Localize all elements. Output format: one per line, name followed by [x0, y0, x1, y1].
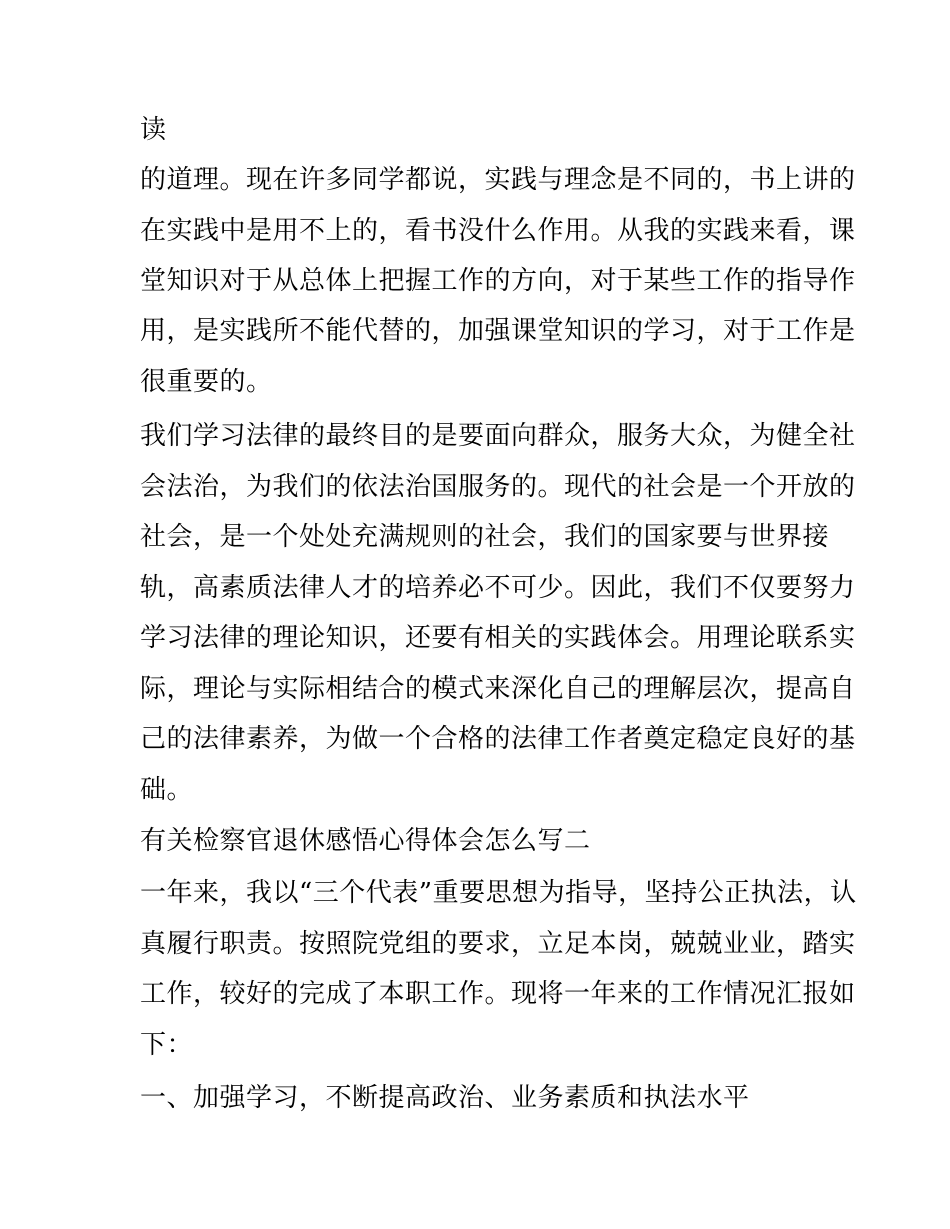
text-line: 己的法律素养，为做一个合格的法律工作者奠定稳定良好的基: [140, 724, 856, 754]
text-line: 很重要的。: [140, 367, 273, 397]
text-line: 读: [140, 115, 167, 145]
text-line: 学习法律的理论知识，还要有相关的实践体会。用理论联系实: [140, 623, 856, 653]
text-line: 在实践中是用不上的，看书没什么作用。从我的实践来看，课: [140, 216, 856, 246]
text-line: 轨，高素质法律人才的培养必不可少。因此，我们不仅要努力: [140, 573, 856, 603]
text-line: 一年来，我以“三个代表”重要思想为指导，坚持公正执法，认: [140, 878, 857, 908]
text-line: 际，理论与实际相结合的模式来深化自己的理解层次，提高自: [140, 674, 856, 704]
text-line: 堂知识对于从总体上把握工作的方向，对于某些工作的指导作: [140, 266, 856, 296]
text-line: 下：: [140, 1030, 194, 1060]
text-line: 工作，较好的完成了本职工作。现将一年来的工作情况汇报如: [140, 979, 856, 1009]
text-line: 社会，是一个处处充满规则的社会，我们的国家要与世界接: [140, 522, 830, 552]
text-line: 我们学习法律的最终目的是要面向群众，服务大众，为健全社: [140, 421, 856, 451]
section-heading: 一、加强学习，不断提高政治、业务素质和执法水平: [140, 1083, 750, 1113]
text-line: 础。: [140, 775, 194, 805]
section-heading: 有关检察官退休感悟心得体会怎么写二: [140, 826, 591, 856]
text-line: 会法治，为我们的依法治国服务的。现代的社会是一个开放的: [140, 472, 856, 502]
text-line: 真履行职责。按照院党组的要求，立足本岗，兢兢业业，踏实: [140, 929, 856, 959]
text-line: 用，是实践所不能代替的，加强课堂知识的学习，对于工作是: [140, 316, 856, 346]
text-line: 的道理。现在许多同学都说，实践与理念是不同的，书上讲的: [140, 165, 856, 195]
